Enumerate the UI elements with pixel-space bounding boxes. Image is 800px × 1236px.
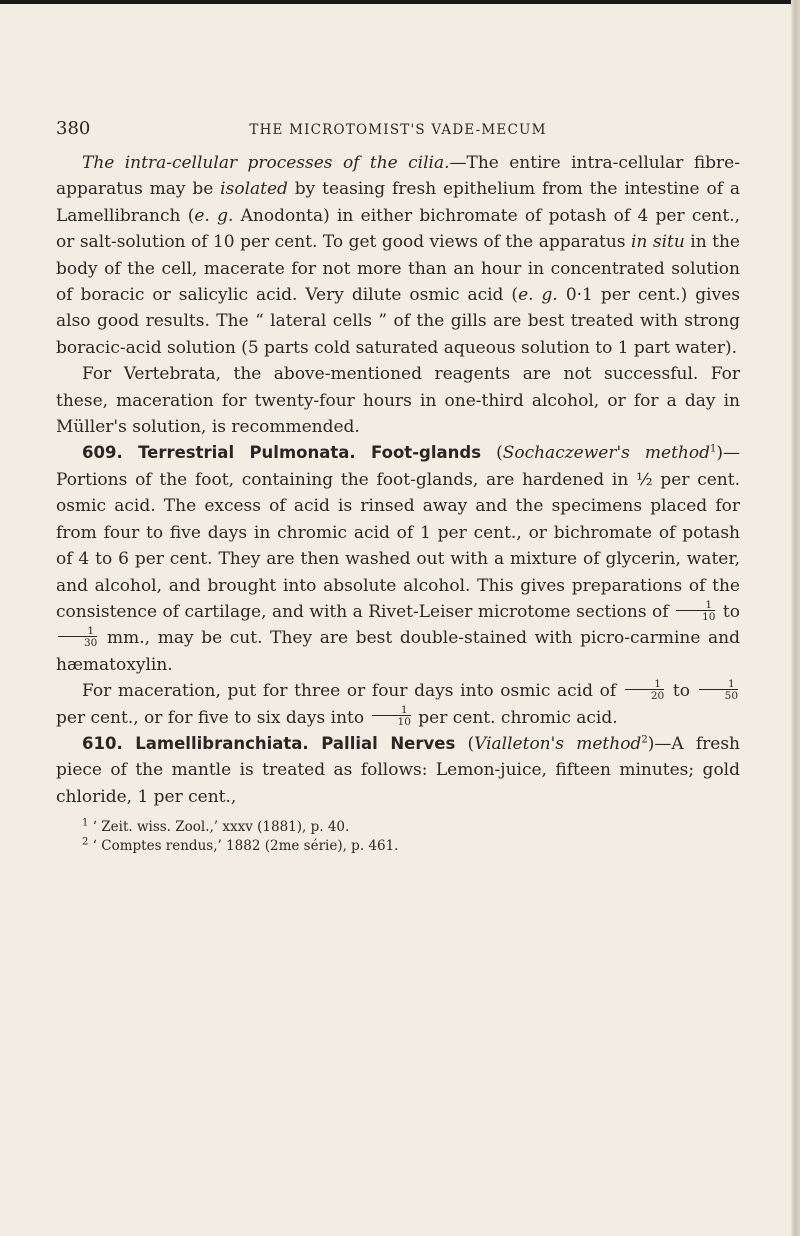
- footnote-2: $^2$ ‘ Comptes rendus,’ 1882 (2me série), p. 461.: [82, 836, 399, 855]
- lead-italic: The intra-cellular processes of the cilia.: [82, 153, 450, 173]
- fraction: $\frac{1}{50}$: [699, 679, 738, 701]
- footnote-1: $^1$ ‘ Zeit. wiss. Zool.,’ xxxv (1881), p. 40.: [82, 817, 350, 836]
- section-610-method: Vialleton's method: [474, 733, 642, 754]
- paragraph-maceration: For maceration, put for three or four days into osmic acid of $\frac{1}{20}$ to $\frac{1}{50}$ per cent., or for five to six days into $\frac{1}{10}$ per cent. chromic acid.: [56, 677, 739, 729]
- body-text: [56, 150, 740, 810]
- running-head: [56, 118, 740, 146]
- running-title: THE MICROTOMIST'S VADE-MECUM: [249, 122, 547, 138]
- section-609-method: Sochaczewer's method: [502, 443, 710, 464]
- fraction: $\frac{1}{10}$: [372, 705, 411, 727]
- page-edge: [791, 0, 800, 1236]
- paragraph-intra-cellular: The intra-cellular processes of the cilia.—The entire intra-cellular fibre-apparatus may be isolated by teasing fresh epithelium from the intestine of a Lamellibranch (e. g. Anodonta) in either bichromate of potash of 4 per cent., or salt-solution of 10 per cent. To get good views of the apparatus in situ in the body of the cell, macerate for not more than an hour in concentrated solution of boracic or salicylic acid. Very dilute osmic acid (e. g. 0·1 per cent.) gives also good results. The “ lateral cells ” of the gills are best treated with strong boracic-acid solution (5 parts cold saturated aqueous solution to 1 part water).: [56, 153, 741, 358]
- section-610-heading: 610. Lamellibranchiata. Pallial Nerves: [82, 733, 456, 753]
- section-609-heading: 609. Terrestrial Pulmonata. Foot-glands: [82, 443, 482, 463]
- section-609: 609. Terrestrial Pulmonata. Foot-glands (Sochaczewer's method$^1$)—Portions of the foot, containing the foot-glands, are hardened in ½ per cent. osmic acid. The excess of acid is rinsed away and the specimens placed for from four to five days in chromic acid of 1 per cent., or bichromate of potash of 4 to 6 per cent. They are then washed out with a mixture of glycerin, water, and alcohol, and brought into absolute alcohol. This gives preparations of the consistence of cartilage, and with a Rivet-Leiser microtome sections of $\frac{1}{10}$ to $\frac{1}{30}$ mm., may be cut. They are best double-stained with picro-carmine and hæmatoxylin.: [56, 443, 740, 675]
- page: [56, 118, 740, 856]
- footnote-ref-2: 2: [641, 734, 648, 746]
- footnote-ref-1: 1: [709, 443, 717, 455]
- fraction: $\frac{1}{20}$: [625, 679, 664, 701]
- fraction: $\frac{1}{30}$: [58, 626, 97, 648]
- page-number: 380: [56, 118, 91, 139]
- paragraph-vertebrata: For Vertebrata, the above-mentioned reagents are not successful. For these, maceration for twenty-four hours in one-third alcohol, or for a day in Müller's solution, is recommended.: [56, 364, 740, 438]
- fraction-half: ½: [636, 469, 653, 490]
- footnotes: [56, 818, 740, 856]
- top-rule: [0, 0, 800, 4]
- fraction: $\frac{1}{10}$: [676, 600, 715, 622]
- section-610: 610. Lamellibranchiata. Pallial Nerves (Vialleton's method$^2$)—A fresh piece of the mantle is treated as follows: Lemon-juice, fifteen minutes; gold chloride, 1 per cent.,: [56, 733, 740, 807]
